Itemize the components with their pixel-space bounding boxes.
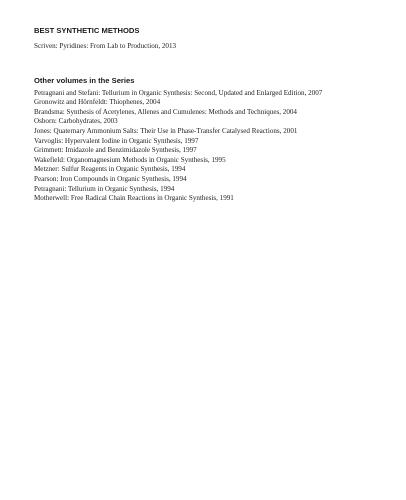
list-item: Gronowitz and Hörnfeldt: Thiophenes, 2004 xyxy=(34,98,161,107)
best-methods-heading: BEST SYNTHETIC METHODS xyxy=(34,26,140,35)
list-item: Metzner: Sulfur Reagents in Organic Synthesis, 1994 xyxy=(34,165,186,174)
list-item: Osborn: Carbohydrates, 2003 xyxy=(34,117,118,126)
list-item: Brandsma: Synthesis of Acetylenes, Allenes and Cumulenes: Methods and Techniques, 2004 xyxy=(34,107,297,116)
list-item: Petragnani: Tellurium in Organic Synthesis, 1994 xyxy=(34,184,175,193)
list-item: Motherwell: Free Radical Chain Reactions in Organic Synthesis, 1991 xyxy=(34,194,234,203)
list-item: Petragnani and Stefani: Tellurium in Organic Synthesis: Second, Updated and Enlarged Edition, 2007 xyxy=(34,88,323,97)
list-item: Wakefield: Organomagnesium Methods in Organic Synthesis, 1995 xyxy=(34,155,226,164)
best-methods-section xyxy=(34,26,394,52)
other-volumes-list xyxy=(34,89,394,204)
other-volumes-section xyxy=(34,76,394,204)
list-item: Grimmett: Imidazole and Benzimidazole Synthesis, 1997 xyxy=(34,146,197,155)
best-methods-entry: Scriven: Pyridines: From Lab to Production, 2013 xyxy=(34,42,177,50)
list-item: Jones: Quaternary Ammonium Salts: Their Use in Phase-Transfer Catalysed Reactions, 2001 xyxy=(34,126,298,135)
content xyxy=(34,26,394,204)
list-item: Pearson: Iron Compounds in Organic Synthesis, 1994 xyxy=(34,174,187,183)
list-item: Varvoglis: Hypervalent Iodine in Organic Synthesis, 1997 xyxy=(34,136,199,145)
other-volumes-heading: Other volumes in the Series xyxy=(34,75,135,85)
